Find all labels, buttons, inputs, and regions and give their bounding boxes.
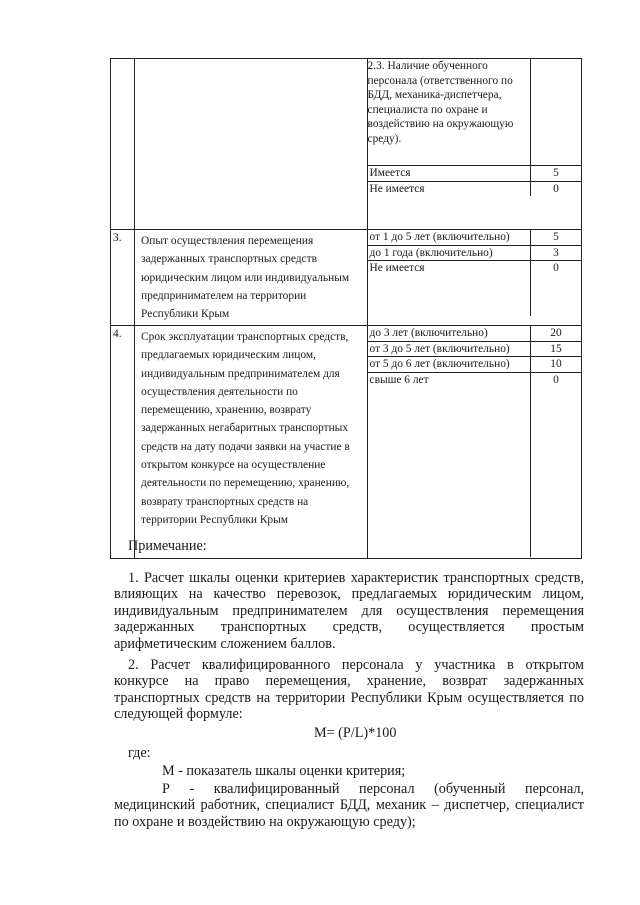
option-row	[368, 357, 581, 373]
option-row	[368, 181, 581, 196]
criterion-text: Срок эксплуатации транспортных средств, предлагаемых юридическим лицом, индивидуальным предпринимателем для осуществления деятельности по перемещению, хранению, возврату задержанных негабаритных транспортных средств на дату подачи заявки на участие в открытом конкурсе на осуществление деятельности по перемещению, хранению, возврату транспортных средств на территории Республики Крым	[141, 331, 350, 526]
options-cell	[367, 59, 581, 230]
option-points: 10	[531, 357, 582, 373]
table-row	[111, 230, 582, 326]
option-label: до 3 лет (включительно)	[369, 327, 488, 339]
criterion-text: Опыт осуществления перемещения задержанных транспортных средств юридическим лицом или индивидуальным предпринимателем на территории Республики Крым	[141, 235, 350, 321]
notes-title: Примечание:	[128, 538, 207, 554]
options-subtable	[368, 59, 581, 196]
options-cell	[367, 326, 581, 559]
option-row	[368, 166, 581, 182]
option-points: 0	[531, 261, 582, 276]
row-number-cell	[111, 59, 135, 230]
note-paragraph-2: 2. Расчет квалифицированного персонала у участника в открытом конкурсе на право перемещения, хранение, возврат задержанных транспортных средств на территории Республики Крым осуществляется по следующей формуле:	[114, 657, 584, 723]
option-row	[368, 245, 581, 261]
option-label: Не имеется	[368, 181, 531, 196]
where-label: где:	[128, 745, 151, 761]
option-points: 5	[531, 166, 582, 182]
options-subtable	[368, 326, 581, 557]
option-label: Имеется	[368, 166, 531, 182]
criterion-cell	[135, 230, 367, 326]
option-points: 20	[531, 326, 582, 341]
row-number-cell	[111, 326, 135, 559]
sub-criterion-description: 2.3. Наличие обученного персонала (ответственного по БДД, механика-диспетчера, специалиста по охране и воздействию на окружающую среду).	[367, 60, 514, 145]
row-number: 3.	[113, 232, 122, 244]
options-cell	[367, 230, 581, 326]
option-row	[368, 261, 581, 276]
option-points: 15	[531, 341, 582, 357]
option-row	[368, 341, 581, 357]
option-label: от 3 до 5 лет (включительно)	[368, 341, 531, 357]
table-row	[111, 326, 582, 559]
criterion-cell	[135, 59, 367, 230]
option-row	[368, 230, 581, 245]
table-row	[111, 59, 582, 230]
formula: М= (P/L)*100	[314, 725, 397, 741]
option-label: свыше 6 лет	[368, 372, 531, 387]
option-label: до 1 года (включительно)	[368, 245, 531, 261]
option-label: от 1 до 5 лет (включительно)	[369, 231, 510, 243]
option-label: Не имеется	[368, 261, 531, 276]
option-row	[368, 326, 581, 341]
option-points: 5	[531, 230, 582, 245]
option-points: 0	[531, 181, 582, 196]
row-number-cell	[111, 230, 135, 326]
options-subtable	[368, 230, 581, 316]
criteria-table	[110, 58, 582, 559]
option-row	[368, 372, 581, 387]
definition-p: Р - квалифицированный персонал (обученный персонал, медицинский работник, специалист БДД, механик – диспетчер, специалист по охране и воздействию на окружающую среду);	[114, 781, 584, 830]
option-points: 0	[531, 372, 582, 387]
option-label: от 5 до 6 лет (включительно)	[368, 357, 531, 373]
note-paragraph-1: 1. Расчет шкалы оценки критериев характеристик транспортных средств, влияющих на качество перевозок, предлагаемых юридическим лицом, индивидуальным предпринимателем для осуществления перемещения задержанных транспортных средств, осуществляется простым арифметическим сложением баллов.	[114, 570, 584, 652]
criterion-cell	[135, 326, 367, 559]
row-number: 4.	[113, 328, 122, 340]
option-points: 3	[531, 245, 582, 261]
definition-m: М - показатель шкалы оценки критерия;	[162, 763, 406, 779]
